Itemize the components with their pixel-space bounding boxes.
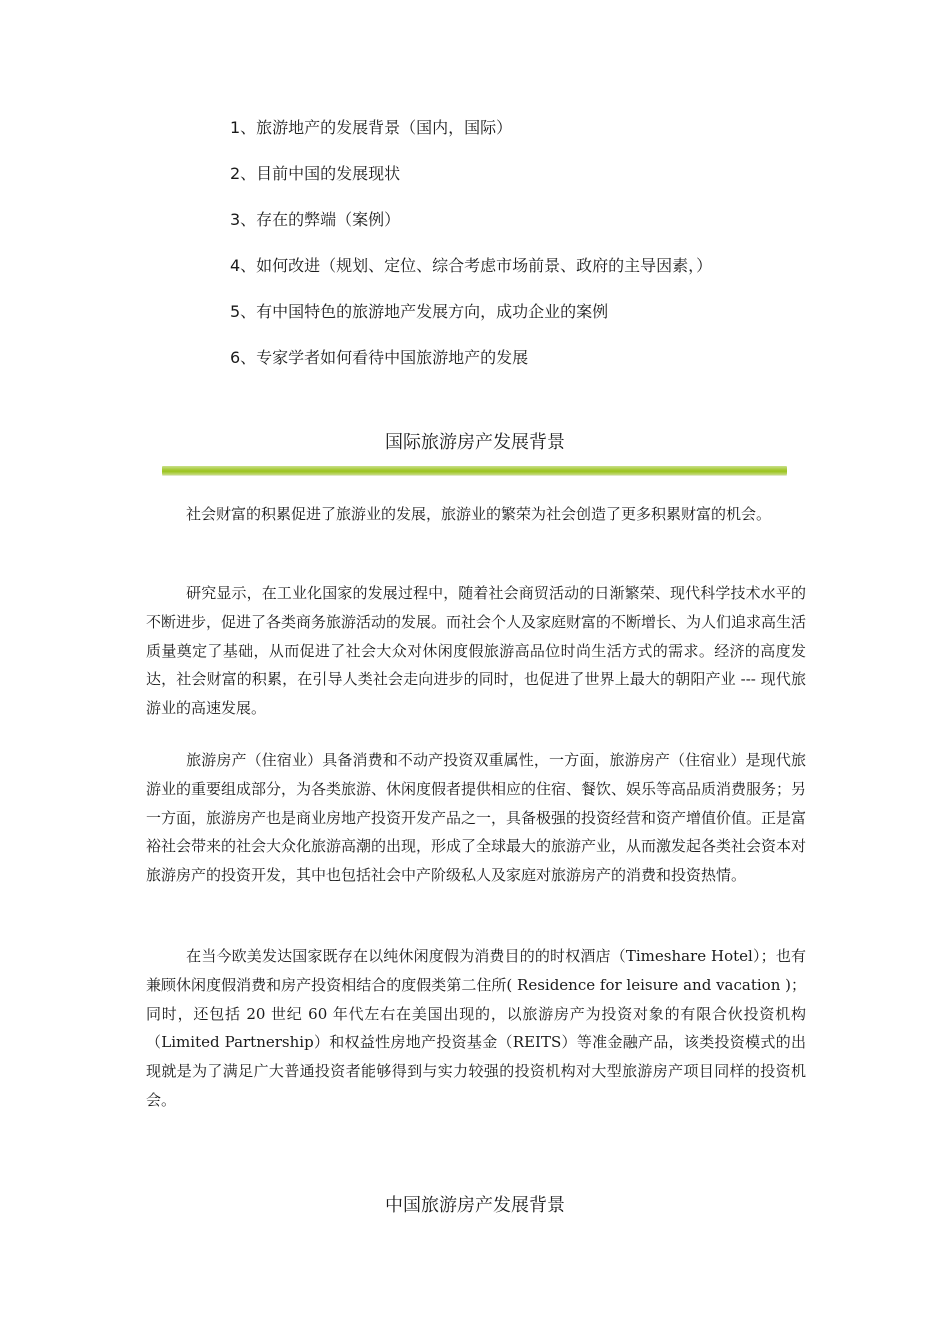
paragraph-3 [146,746,806,890]
outline-item-6: 6、专家学者如何看待中国旅游地产的发展 [230,348,529,367]
outline-item-3: 3、存在的弊端（案例） [230,210,401,229]
section-divider [162,466,787,475]
outline-list [230,112,870,388]
outline-item-5: 5、有中国特色的旅游地产发展方向，成功企业的案例 [230,302,609,321]
paragraph-1 [146,500,806,529]
section-title-china: 中国旅游房产发展背景 [385,1195,565,1216]
outline-item-4: 4、如何改进（规划、定位、综合考虑市场前景、政府的主导因素，） [230,256,713,275]
section-title-international: 国际旅游房产发展背景 [385,432,565,453]
paragraph-2 [146,579,806,723]
paragraph-3-text: 旅游房产（住宿业）具备消费和不动产投资双重属性，一方面，旅游房产（住宿业）是现代旅游业的重要组成部分，为各类旅游、休闲度假者提供相应的住宿、餐饮、娱乐等高品质消费服务；另一方面，旅游房产也是商业房地产投资开发产品之一，具备极强的投资经营和资产增值价值。正是富裕社会带来的社会大众化旅游高潮的出现，形成了全球最大的旅游产业，从而激发起各类社会资本对旅游房产的投资开发，其中也包括社会中产阶级私人及家庭对旅游房产的消费和投资热情。 [146,751,807,885]
paragraph-1-text: 社会财富的积累促进了旅游业的发展，旅游业的繁荣为社会创造了更多积累财富的机会。 [186,505,772,523]
outline-item-1: 1、旅游地产的发展背景（国内，国际） [230,118,513,137]
paragraph-4 [146,942,806,1115]
paragraph-2-text: 研究显示，在工业化国家的发展过程中，随着社会商贸活动的日渐繁荣、现代科学技术水平的不断进步，促进了各类商务旅游活动的发展。而社会个人及家庭财富的不断增长、为人们追求高生活质量奠定了基础，从而促进了社会大众对休闲度假旅游高品位时尚生活方式的需求。经济的高度发达，社会财富的积累，在引导人类社会走向进步的同时，也促进了世界上最大的朝阳产业 --- 现代旅游业的高速发展。 [146,584,807,718]
outline-item-2: 2、目前中国的发展现状 [230,164,401,183]
paragraph-4-text: 在当今欧美发达国家既存在以纯休闲度假为消费目的的时权酒店（Timeshare Hotel）；也有兼顾休闲度假消费和房产投资相结合的度假类第二住所( Residence for leisure and vacation )；同时，还包括 20 世纪 60 年代左右在美国出现的，以旅游房产为投资对象的有限合伙投资机构（Limited Partnership）和权益性房地产投资基金（REITS）等准金融产品，该类投资模式的出现就是为了满足广大普通投资者能够得到与实力较强的投资机构对大型旅游房产项目同样的投资机会。 [146,947,806,1109]
